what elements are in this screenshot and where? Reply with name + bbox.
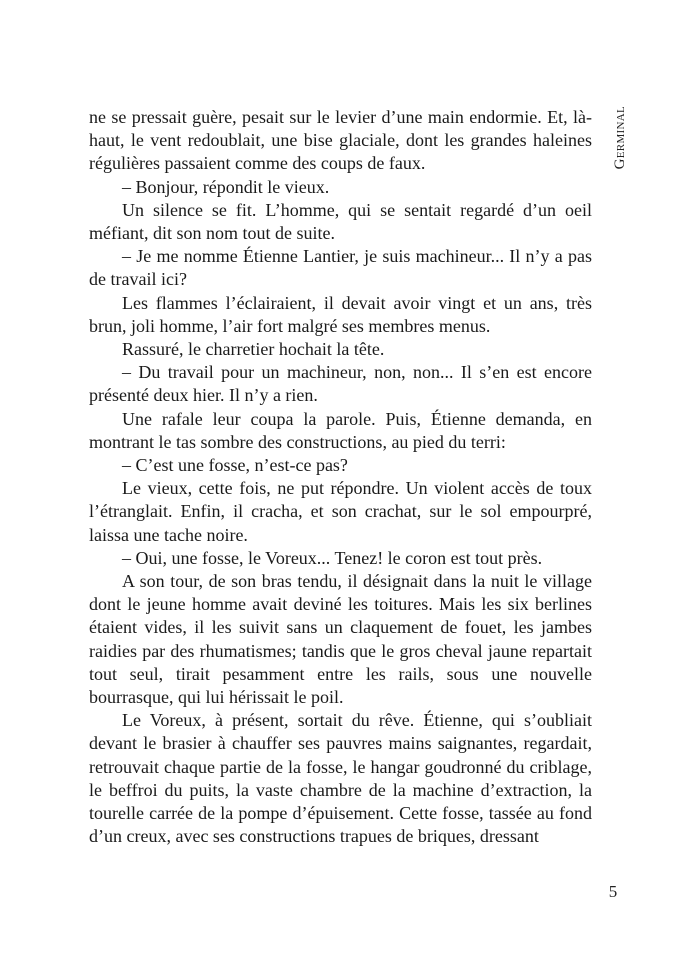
paragraph: – Je me nomme Étienne Lantier, je suis machineur... Il n’y a pas de travail ici? [89,246,592,290]
paragraph: Le Voreux, à présent, sortait du rêve. Étienne, qui s’oubliait devant le brasier à chauffer ses pauvres mains saignantes, regardait, retrouvait chaque partie de la fosse, le hangar goudronné du criblage, le beffroi du puits, la vaste chambre de la machine d’extraction, la tourelle carrée de la pompe d’épuisement. Cette fosse, tassée au fond d’un creux, avec ses constructions trapues de briques, dressant [89,710,592,847]
body-text [89,106,592,849]
paragraph: – Oui, une fosse, le Voreux... Tenez! le coron est tout près. [122,547,543,568]
paragraph: ne se pressait guère, pesait sur le levier d’une main endormie. Et, là-haut, le vent redoublait, une bise glaciale, dont les grandes haleines régulières passaient comme des coups de faux. [89,107,592,174]
paragraph: Une rafale leur coupa la parole. Puis, Étienne demanda, en montrant le tas sombre des constructions, au pied du terri: [89,408,592,452]
paragraph: – Bonjour, répondit le vieux. [122,176,330,197]
running-header [606,106,634,202]
paragraph: Rassuré, le charretier hochait la tête. [122,339,385,360]
paragraph: – C’est une fosse, n’est-ce pas? [122,455,348,476]
paragraph: – Du travail pour un machineur, non, non... Il s’en est encore présenté deux hier. Il n’y a rien. [89,362,592,406]
paragraph: Les flammes l’éclairaient, il devait avoir vingt et un ans, très brun, joli homme, l’air fort malgré ses membres menus. [89,292,592,336]
paragraph: Le vieux, cette fois, ne put répondre. Un violent accès de toux l’étranglait. Enfin, il cracha, et son crachat, sur le sol empourpré, laissa une tache noire. [89,478,592,545]
running-header-title: Germinal [611,106,628,170]
paragraph: Un silence se fit. L’homme, qui se sentait regardé d’un oeil méfiant, dit son nom tout de suite. [89,199,592,244]
page-number: 5 [608,882,618,901]
paragraph: A son tour, de son bras tendu, il désignait dans la nuit le village dont le jeune homme avait deviné les toitures. Mais les six berlines étaient vides, il les suivit sans un claquement de fouet, les jambes raidies par des rhumatismes; tandis que le gros cheval jaune repartait tout seul, tirait pesamment entre les rails, sous une nouvelle bourrasque, qui lui hérissait le poil. [89,571,592,708]
